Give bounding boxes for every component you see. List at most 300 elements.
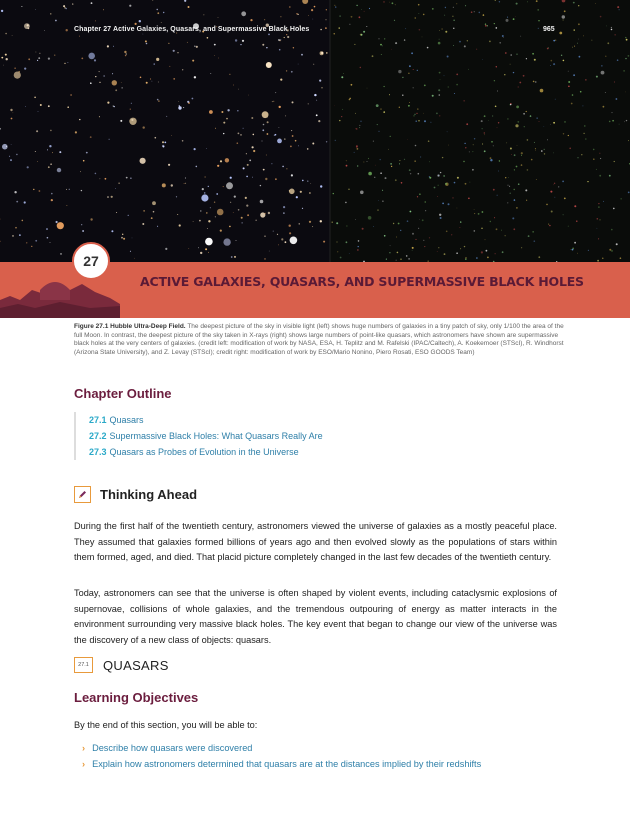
galaxy-point: [178, 101, 179, 102]
xray-point: [349, 253, 350, 254]
learning-objective-text: Explain how astronomers determined that quasars are at the distances implied by their redshifts: [92, 759, 482, 769]
xray-point: [621, 198, 622, 199]
galaxy-point: [298, 64, 299, 65]
galaxy-point: [241, 11, 246, 16]
outline-item-label[interactable]: Quasars as Probes of Evolution in the Universe: [109, 447, 299, 457]
xray-point: [399, 163, 400, 164]
xray-point: [515, 124, 518, 127]
galaxy-point: [274, 135, 275, 136]
xray-point: [516, 3, 518, 5]
galaxy-point: [88, 53, 95, 60]
galaxy-point: [247, 214, 249, 216]
xray-point: [518, 86, 519, 87]
xray-point: [530, 115, 532, 117]
galaxy-point: [143, 34, 144, 35]
xray-point: [510, 193, 511, 194]
galaxy-point: [3, 65, 4, 66]
section-heading: [74, 657, 169, 673]
xray-point: [517, 145, 518, 146]
xray-point: [446, 231, 448, 233]
galaxy-point: [80, 171, 81, 172]
xray-point: [574, 205, 576, 207]
xray-point: [521, 155, 522, 156]
xray-point: [611, 27, 612, 28]
xray-point: [453, 45, 454, 46]
xray-point: [572, 94, 574, 96]
xray-point: [598, 206, 600, 208]
galaxy-point: [48, 166, 50, 168]
xray-point: [456, 74, 458, 76]
xray-point: [439, 115, 440, 116]
galaxy-point: [50, 130, 52, 132]
galaxy-point: [217, 209, 224, 216]
xray-point: [568, 81, 570, 83]
galaxy-point: [162, 183, 166, 187]
xray-point: [385, 177, 387, 179]
galaxy-point: [206, 148, 207, 149]
galaxy-point: [256, 220, 257, 221]
figure-caption: [74, 323, 564, 357]
xray-point: [572, 248, 574, 250]
xray-point: [540, 89, 544, 93]
observatory-icon: [0, 270, 120, 318]
xray-point: [563, 133, 564, 134]
xray-point: [439, 94, 441, 96]
thinking-paragraph-2: Today, astronomers can see that the universe is often shaped by violent events, including cataclysmic explosions of supernovae, collisions of whole galaxies, and the tremendous outpouring of energy as matter interacts in the environment surrounding very massive black holes. The key event that began to change our view of the universe was the discovery of a new class of objects: quasars.: [74, 588, 557, 645]
thinking-paragraph-1: During the first half of the twentieth century, astronomers viewed the universe of galaxies as a mostly peaceful place. They assumed that galaxies formed billions of years ago and then evolved slowly as the populations of stars within them formed, aged, and died. That placid picture completely changed in the last few decades of the twentieth century.: [74, 521, 557, 562]
xray-point: [536, 179, 537, 180]
galaxy-point: [37, 161, 38, 162]
galaxy-point: [178, 106, 181, 109]
xray-point: [516, 106, 519, 109]
xray-point: [611, 29, 613, 31]
xray-point: [619, 9, 620, 10]
xray-point: [497, 128, 498, 129]
xray-point: [474, 209, 475, 210]
galaxy-point: [223, 122, 225, 124]
xray-point: [553, 63, 555, 65]
galaxy-point: [75, 131, 77, 133]
xray-point: [438, 42, 441, 45]
xray-point: [341, 116, 342, 117]
galaxy-point: [206, 212, 208, 214]
galaxy-point: [207, 37, 209, 39]
xray-point: [420, 156, 421, 157]
galaxy-point: [79, 119, 80, 120]
xray-point: [381, 54, 382, 55]
galaxy-point: [200, 252, 202, 254]
outline-item-label[interactable]: Supermassive Black Holes: What Quasars Really Are: [109, 431, 323, 441]
xray-point: [507, 118, 509, 120]
galaxy-point: [19, 234, 21, 236]
xray-point: [470, 182, 471, 183]
galaxy-point: [132, 238, 133, 239]
galaxy-point: [113, 46, 114, 47]
learning-objectives-intro: By the end of this section, you will be able to:: [74, 720, 258, 730]
galaxy-point: [11, 144, 12, 145]
xray-point: [335, 140, 336, 141]
xray-point: [400, 230, 401, 231]
galaxy-point: [70, 94, 72, 96]
galaxy-point: [187, 101, 189, 103]
xray-point: [547, 140, 548, 141]
xray-point: [464, 246, 465, 247]
xray-point: [416, 113, 417, 114]
galaxy-point: [323, 241, 325, 243]
xray-point: [389, 2, 390, 3]
xray-point: [460, 248, 461, 249]
galaxy-point: [154, 63, 155, 64]
xray-point: [360, 121, 362, 123]
xray-point: [375, 165, 376, 166]
outline-item-27-3[interactable]: [89, 444, 323, 460]
galaxy-point: [0, 219, 1, 220]
galaxy-point: [128, 215, 129, 216]
xray-point: [544, 153, 545, 154]
galaxy-point: [130, 251, 131, 252]
galaxy-point: [278, 39, 280, 41]
galaxy-point: [326, 141, 327, 142]
galaxy-point: [95, 173, 97, 175]
xray-point: [497, 91, 498, 92]
xray-point: [380, 44, 382, 46]
xray-point: [358, 240, 360, 242]
galaxy-point: [121, 237, 123, 239]
xray-point: [598, 238, 599, 239]
xray-point: [551, 60, 553, 62]
xray-point: [482, 128, 483, 129]
galaxy-point: [35, 151, 36, 152]
xray-point: [549, 225, 550, 226]
galaxy-point: [115, 89, 117, 91]
galaxy-point: [268, 212, 270, 214]
galaxy-point: [204, 192, 206, 194]
xray-point: [369, 8, 370, 9]
galaxy-point: [247, 164, 249, 166]
xray-point: [517, 121, 519, 123]
xray-point: [538, 28, 539, 29]
galaxy-point: [51, 193, 53, 195]
galaxy-point: [298, 146, 299, 147]
xray-point: [395, 179, 397, 181]
galaxy-point: [289, 225, 291, 227]
learning-objectives-list: [82, 740, 481, 772]
xray-point: [452, 16, 453, 17]
xray-point: [399, 160, 400, 161]
galaxy-point: [14, 191, 16, 193]
galaxy-point: [229, 74, 230, 75]
galaxy-point: [95, 76, 96, 77]
chapter-title: ACTIVE GALAXIES, QUASARS, AND SUPERMASSIVE BLACK HOLES: [140, 274, 584, 289]
galaxy-point: [198, 247, 199, 248]
xray-point: [391, 166, 392, 167]
galaxy-point: [263, 124, 265, 126]
xray-point: [442, 203, 444, 205]
xray-point: [614, 82, 615, 83]
galaxy-point: [208, 220, 210, 222]
galaxy-point: [168, 164, 170, 166]
galaxy-point: [113, 106, 114, 107]
xray-point: [363, 31, 365, 33]
galaxy-point: [236, 240, 237, 241]
xray-point: [384, 38, 385, 39]
xray-point: [474, 138, 475, 139]
xray-point: [535, 150, 536, 151]
xray-point: [574, 46, 575, 47]
galaxy-point: [286, 168, 287, 169]
xray-point: [514, 169, 515, 170]
xray-point: [574, 242, 576, 244]
galaxy-point: [112, 73, 113, 74]
galaxy-point: [290, 237, 298, 245]
xray-point: [511, 154, 512, 155]
galaxy-point: [122, 234, 123, 235]
xray-point: [597, 218, 599, 220]
galaxy-point: [265, 178, 267, 180]
galaxy-point: [243, 128, 244, 129]
xray-point: [514, 199, 516, 201]
xray-point: [499, 1, 500, 2]
galaxy-point: [221, 111, 223, 113]
xray-point: [595, 3, 596, 4]
galaxy-point: [192, 98, 194, 100]
outline-item-number[interactable]: 27.2: [89, 431, 107, 441]
galaxy-point: [143, 126, 145, 128]
galaxy-point: [285, 115, 286, 116]
xray-point: [438, 89, 440, 91]
galaxy-point: [14, 68, 15, 69]
xray-point: [507, 202, 508, 203]
xray-point: [339, 27, 340, 28]
galaxy-point: [67, 106, 69, 108]
galaxy-point: [86, 152, 88, 154]
galaxy-point: [55, 20, 57, 22]
galaxy-point: [95, 20, 96, 21]
learning-objective-text: Describe how quasars were discovered: [92, 743, 253, 753]
xray-point: [603, 106, 605, 108]
xray-point: [502, 35, 504, 37]
outline-item-number[interactable]: 27.3: [89, 447, 107, 457]
xray-point: [494, 23, 495, 24]
galaxy-point: [152, 201, 156, 205]
galaxy-point: [5, 54, 7, 56]
xray-point: [597, 228, 598, 229]
xray-point: [513, 228, 515, 230]
xray-point: [497, 195, 498, 196]
galaxy-point: [51, 199, 53, 201]
galaxy-point: [123, 238, 125, 240]
xray-point: [619, 124, 620, 125]
galaxy-point: [66, 189, 67, 190]
galaxy-point: [320, 220, 322, 222]
galaxy-point: [166, 116, 167, 117]
galaxy-point: [214, 44, 216, 46]
xray-point: [343, 73, 344, 74]
galaxy-point: [205, 176, 206, 177]
galaxy-point: [192, 60, 194, 62]
galaxy-point: [168, 43, 169, 44]
xray-point: [571, 249, 572, 250]
galaxy-point: [275, 92, 276, 93]
galaxy-point: [125, 55, 126, 56]
xray-point: [447, 131, 448, 132]
xray-point: [466, 123, 468, 125]
xray-point: [593, 149, 595, 151]
xray-point: [581, 154, 582, 155]
xray-point: [411, 52, 413, 54]
xray-point: [487, 25, 488, 26]
galaxy-point: [240, 134, 242, 136]
outline-item-label[interactable]: Quasars: [109, 415, 144, 425]
xray-point: [382, 190, 383, 191]
xray-point: [504, 74, 505, 75]
outline-item-27-2[interactable]: [89, 428, 323, 444]
galaxy-point: [81, 190, 82, 191]
xray-point: [377, 124, 378, 125]
xray-point: [537, 9, 539, 11]
xray-point: [336, 241, 337, 242]
xray-point: [626, 120, 627, 121]
galaxy-point: [10, 109, 12, 111]
xray-point: [373, 141, 374, 142]
galaxy-point: [321, 52, 323, 54]
galaxy-point: [308, 15, 309, 16]
xray-point: [585, 138, 587, 140]
galaxy-point: [6, 58, 8, 60]
xray-point: [443, 175, 444, 176]
xray-point: [519, 82, 521, 84]
galaxy-point: [291, 130, 292, 131]
galaxy-point: [182, 69, 183, 70]
outline-item-27-1[interactable]: [89, 412, 323, 428]
galaxy-point: [262, 44, 264, 46]
xray-point: [481, 228, 482, 229]
xray-point: [521, 152, 523, 154]
galaxy-point: [121, 82, 122, 83]
xray-point: [445, 7, 446, 8]
outline-item-number[interactable]: 27.1: [89, 415, 107, 425]
xray-point: [518, 183, 520, 185]
galaxy-point: [143, 210, 144, 211]
xray-point: [417, 108, 419, 110]
galaxy-point: [130, 178, 131, 179]
galaxy-point: [199, 220, 201, 222]
xray-point: [416, 121, 417, 122]
xray-point: [493, 146, 494, 147]
xray-point: [358, 246, 359, 247]
xray-point: [483, 14, 485, 16]
xray-point: [510, 64, 511, 65]
xray-point: [584, 125, 585, 126]
galaxy-point: [36, 130, 38, 132]
galaxy-point: [289, 6, 291, 8]
xray-point: [380, 172, 382, 174]
galaxy-point: [185, 183, 186, 184]
xray-point: [410, 173, 411, 174]
xray-point: [620, 257, 622, 259]
xray-point: [614, 161, 615, 162]
xray-point: [444, 15, 445, 16]
xray-point: [366, 26, 367, 27]
galaxy-point: [173, 50, 175, 52]
xray-point: [372, 55, 374, 57]
xray-point: [625, 37, 626, 38]
galaxy-point: [31, 246, 32, 247]
galaxy-point: [240, 44, 241, 45]
xray-point: [533, 231, 534, 232]
xray-point: [609, 175, 611, 177]
galaxy-point: [67, 205, 68, 206]
galaxy-point: [115, 188, 116, 189]
galaxy-point: [289, 232, 291, 234]
galaxy-point: [237, 110, 238, 111]
xray-point: [396, 237, 397, 238]
galaxy-point: [321, 87, 322, 88]
xray-point: [423, 240, 424, 241]
xray-point: [502, 251, 504, 253]
xray-point: [418, 4, 420, 6]
galaxy-point: [162, 141, 164, 143]
xray-point: [334, 106, 335, 107]
galaxy-point: [249, 160, 251, 162]
galaxy-point: [28, 58, 30, 60]
xray-point: [534, 142, 535, 143]
galaxy-point: [312, 143, 314, 145]
xray-point: [484, 150, 486, 152]
xray-point: [398, 223, 400, 225]
galaxy-point: [52, 152, 53, 153]
xray-point: [478, 213, 480, 215]
xray-point: [564, 121, 566, 123]
xray-point: [434, 187, 436, 189]
xray-point: [624, 122, 625, 123]
xray-point: [439, 39, 440, 40]
xray-point: [346, 226, 347, 227]
galaxy-point: [103, 9, 104, 10]
xray-point: [417, 196, 418, 197]
xray-point: [564, 10, 566, 12]
xray-point: [513, 18, 515, 20]
xray-point: [388, 149, 389, 150]
xray-point: [456, 252, 458, 254]
xray-point: [526, 200, 527, 201]
galaxy-point: [68, 62, 69, 63]
xray-point: [580, 91, 582, 93]
galaxy-point: [27, 24, 29, 26]
xray-point: [439, 72, 441, 74]
galaxy-point: [112, 80, 117, 85]
galaxy-point: [286, 70, 287, 71]
xray-point: [579, 56, 581, 58]
galaxy-point: [177, 52, 178, 53]
xray-point: [355, 219, 356, 220]
xray-point: [538, 256, 540, 258]
galaxy-point: [210, 73, 211, 74]
xray-point: [410, 211, 412, 213]
galaxy-point: [325, 27, 327, 29]
xray-point: [564, 198, 566, 200]
xray-point: [495, 106, 497, 108]
xray-point: [476, 49, 477, 50]
galaxy-point: [48, 105, 50, 107]
galaxy-point: [52, 200, 53, 201]
xray-point: [482, 59, 483, 60]
chevron-right-icon: ›: [82, 759, 86, 769]
xray-point: [430, 122, 431, 123]
xray-point: [550, 65, 551, 66]
xray-point: [334, 33, 335, 34]
xray-point: [465, 258, 467, 260]
